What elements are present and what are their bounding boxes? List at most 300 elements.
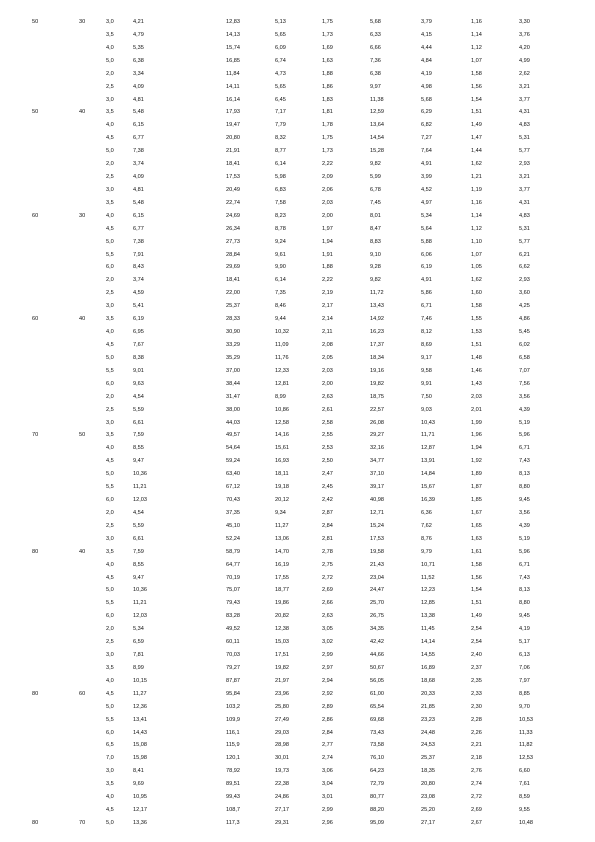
table-cell: 2,77: [322, 742, 333, 749]
table-cell: 2,03: [322, 199, 333, 206]
table-cell: 120,1: [226, 755, 240, 762]
table-cell: 4,83: [519, 122, 530, 129]
table-cell: 11,21: [133, 600, 147, 607]
table-cell: 2,05: [322, 354, 333, 361]
table-cell: 28,84: [226, 251, 240, 258]
table-cell: 23,96: [275, 690, 289, 697]
table-cell: 4,5: [106, 135, 114, 142]
table-cell: 9,61: [275, 251, 286, 258]
table-cell: 38,44: [226, 380, 240, 387]
table-cell: 10,36: [133, 587, 147, 594]
table-cell: 1,56: [471, 574, 482, 581]
table-cell: 25,70: [370, 600, 384, 607]
table-cell: 1,51: [471, 600, 482, 607]
table-row: [0, 83, 595, 92]
table-cell: 6,15: [133, 122, 144, 129]
table-row: [0, 690, 595, 699]
table-cell: 2,22: [322, 277, 333, 284]
table-cell: 23,08: [421, 794, 435, 801]
table-cell: 4,54: [133, 509, 144, 516]
table-cell: 3,21: [519, 83, 530, 90]
table-cell: 6,38: [133, 57, 144, 64]
table-cell: 6,36: [421, 509, 432, 516]
table-cell: 2,5: [106, 406, 114, 413]
table-cell: 37,00: [226, 367, 240, 374]
table-cell: 26,75: [370, 613, 384, 620]
table-cell: 30: [79, 212, 86, 219]
table-cell: 6,0: [106, 380, 114, 387]
table-cell: 8,43: [133, 264, 144, 271]
table-cell: 2,92: [322, 690, 333, 697]
table-cell: 10,53: [519, 716, 533, 723]
table-row: [0, 483, 595, 492]
table-cell: 8,13: [519, 587, 530, 594]
table-cell: 1,65: [471, 522, 482, 529]
table-cell: 2,47: [322, 471, 333, 478]
table-cell: 10,32: [275, 329, 289, 336]
table-cell: 27,73: [226, 238, 240, 245]
table-cell: 13,43: [370, 303, 384, 310]
table-row: [0, 677, 595, 686]
table-cell: 2,69: [471, 807, 482, 814]
table-cell: 6,0: [106, 613, 114, 620]
table-cell: 2,53: [322, 445, 333, 452]
table-cell: 4,19: [519, 626, 530, 633]
table-row: [0, 160, 595, 169]
table-cell: 22,74: [226, 199, 240, 206]
table-cell: 16,85: [226, 57, 240, 64]
table-cell: 20,82: [275, 613, 289, 620]
table-cell: 5,5: [106, 716, 114, 723]
table-cell: 29,31: [275, 820, 289, 826]
table-row: [0, 121, 595, 130]
table-cell: 1,87: [471, 484, 482, 491]
table-cell: 25,20: [421, 807, 435, 814]
table-cell: 70,19: [226, 574, 240, 581]
table-cell: 4,21: [133, 19, 144, 25]
table-cell: 2,54: [471, 626, 482, 633]
table-cell: 6,02: [519, 341, 530, 348]
table-cell: 40: [79, 109, 86, 116]
table-cell: 7,64: [421, 148, 432, 155]
table-cell: 11,71: [421, 432, 435, 439]
table-cell: 21,43: [370, 561, 384, 568]
table-cell: 4,5: [106, 690, 114, 697]
table-cell: 1,94: [471, 445, 482, 452]
table-row: [0, 302, 595, 311]
table-cell: 18,41: [226, 277, 240, 284]
table-cell: 1,47: [471, 135, 482, 142]
table-cell: 1,16: [471, 19, 482, 25]
table-cell: 2,72: [471, 794, 482, 801]
table-cell: 7,56: [519, 380, 530, 387]
table-cell: 6,61: [133, 419, 144, 426]
table-cell: 103,2: [226, 703, 240, 710]
table-cell: 70,03: [226, 652, 240, 659]
table-row: [0, 419, 595, 428]
table-cell: 9,70: [519, 703, 530, 710]
table-cell: 2,21: [471, 742, 482, 749]
table-cell: 24,48: [421, 729, 435, 736]
table-cell: 4,83: [519, 212, 530, 219]
table-cell: 11,72: [370, 290, 384, 297]
table-row: [0, 289, 595, 298]
table-cell: 18,68: [421, 677, 435, 684]
table-cell: 3,0: [106, 419, 114, 426]
table-cell: 3,5: [106, 199, 114, 206]
table-cell: 1,05: [471, 264, 482, 271]
table-cell: 1,83: [322, 96, 333, 103]
table-row: [0, 586, 595, 595]
table-cell: 34,35: [370, 626, 384, 633]
table-cell: 7,06: [519, 664, 530, 671]
table-cell: 2,84: [322, 522, 333, 529]
table-cell: 34,77: [370, 458, 384, 465]
table-cell: 3,5: [106, 31, 114, 38]
table-cell: 7,0: [106, 755, 114, 762]
table-cell: 8,32: [275, 135, 286, 142]
table-cell: 1,58: [471, 70, 482, 77]
table-cell: 3,99: [421, 174, 432, 181]
table-cell: 5,59: [133, 406, 144, 413]
table-cell: 4,0: [106, 212, 114, 219]
table-cell: 29,03: [275, 729, 289, 736]
table-cell: 2,00: [322, 380, 333, 387]
table-cell: 64,77: [226, 561, 240, 568]
table-cell: 8,99: [133, 664, 144, 671]
table-cell: 3,0: [106, 19, 114, 25]
table-cell: 2,11: [322, 329, 333, 336]
table-cell: 1,48: [471, 354, 482, 361]
table-cell: 6,77: [133, 225, 144, 232]
table-cell: 5,5: [106, 484, 114, 491]
table-cell: 37,10: [370, 471, 384, 478]
table-cell: 12,81: [275, 380, 289, 387]
table-cell: 70: [32, 432, 39, 439]
table-cell: 9,82: [370, 277, 381, 284]
table-row: [0, 251, 595, 260]
table-cell: 15,74: [226, 44, 240, 51]
table-cell: 21,97: [275, 677, 289, 684]
table-cell: 5,17: [519, 639, 530, 646]
table-cell: 2,84: [322, 729, 333, 736]
table-cell: 4,25: [519, 303, 530, 310]
table-cell: 4,0: [106, 677, 114, 684]
table-cell: 3,0: [106, 186, 114, 193]
table-row: [0, 263, 595, 272]
table-cell: 2,03: [471, 393, 482, 400]
table-cell: 1,85: [471, 497, 482, 504]
table-cell: 1,51: [471, 109, 482, 116]
table-cell: 18,35: [421, 768, 435, 775]
table-row: [0, 341, 595, 350]
table-cell: 12,03: [133, 613, 147, 620]
table-cell: 6,61: [133, 535, 144, 542]
table-cell: 3,01: [322, 794, 333, 801]
table-cell: 31,47: [226, 393, 240, 400]
table-cell: 16,93: [275, 458, 289, 465]
table-cell: 8,83: [370, 238, 381, 245]
table-cell: 5,48: [133, 199, 144, 206]
table-cell: 3,06: [322, 768, 333, 775]
table-cell: 12,58: [275, 419, 289, 426]
table-cell: 4,15: [421, 31, 432, 38]
table-cell: 4,86: [519, 316, 530, 323]
table-cell: 9,55: [519, 807, 530, 814]
table-cell: 8,78: [275, 225, 286, 232]
table-cell: 8,01: [370, 212, 381, 219]
table-cell: 2,26: [471, 729, 482, 736]
table-cell: 2,96: [322, 820, 333, 826]
table-cell: 13,64: [370, 122, 384, 129]
table-cell: 1,86: [322, 83, 333, 90]
table-cell: 61,00: [370, 690, 384, 697]
table-row: [0, 276, 595, 285]
table-cell: 8,47: [370, 225, 381, 232]
table-cell: 9,01: [133, 367, 144, 374]
table-cell: 3,5: [106, 109, 114, 116]
table-cell: 25,37: [421, 755, 435, 762]
table-cell: 7,35: [275, 290, 286, 297]
table-cell: 6,71: [519, 561, 530, 568]
table-cell: 26,34: [226, 225, 240, 232]
table-cell: 2,40: [471, 652, 482, 659]
table-cell: 7,36: [370, 57, 381, 64]
table-cell: 6,60: [519, 768, 530, 775]
table-cell: 1,63: [322, 57, 333, 64]
table-cell: 5,34: [133, 626, 144, 633]
table-row: [0, 44, 595, 53]
table-cell: 17,93: [226, 109, 240, 116]
table-cell: 1,12: [471, 225, 482, 232]
table-cell: 22,57: [370, 406, 384, 413]
table-cell: 6,62: [519, 264, 530, 271]
table-cell: 6,14: [275, 161, 286, 168]
table-cell: 108,7: [226, 807, 240, 814]
table-cell: 1,14: [471, 212, 482, 219]
table-row: [0, 754, 595, 763]
table-cell: 12,59: [370, 109, 384, 116]
table-row: [0, 819, 595, 828]
table-cell: 6,33: [370, 31, 381, 38]
table-cell: 89,51: [226, 781, 240, 788]
table-cell: 16,14: [226, 96, 240, 103]
table-cell: 6,09: [275, 44, 286, 51]
table-cell: 11,27: [275, 522, 289, 529]
table-cell: 6,58: [519, 354, 530, 361]
table-cell: 4,0: [106, 445, 114, 452]
table-cell: 4,39: [519, 406, 530, 413]
table-cell: 3,34: [133, 70, 144, 77]
table-cell: 26,08: [370, 419, 384, 426]
table-cell: 1,07: [471, 251, 482, 258]
table-cell: 17,37: [370, 341, 384, 348]
table-cell: 1,21: [471, 174, 482, 181]
table-row: [0, 354, 595, 363]
table-cell: 11,52: [421, 574, 435, 581]
table-cell: 9,63: [133, 380, 144, 387]
table-cell: 1,96: [471, 432, 482, 439]
table-cell: 2,69: [322, 587, 333, 594]
table-cell: 15,08: [133, 742, 147, 749]
table-cell: 14,55: [421, 652, 435, 659]
table-cell: 3,0: [106, 303, 114, 310]
table-cell: 4,0: [106, 794, 114, 801]
table-cell: 78,92: [226, 768, 240, 775]
table-cell: 5,88: [421, 238, 432, 245]
table-cell: 8,13: [519, 471, 530, 478]
table-cell: 6,19: [421, 264, 432, 271]
table-cell: 37,35: [226, 509, 240, 516]
table-cell: 2,61: [322, 406, 333, 413]
table-cell: 6,77: [133, 135, 144, 142]
table-cell: 6,21: [519, 251, 530, 258]
table-cell: 16,23: [370, 329, 384, 336]
table-row: [0, 328, 595, 337]
table-cell: 23,23: [421, 716, 435, 723]
table-cell: 44,66: [370, 652, 384, 659]
table-cell: 2,14: [322, 316, 333, 323]
table-cell: 69,68: [370, 716, 384, 723]
table-row: [0, 315, 595, 324]
table-cell: 64,23: [370, 768, 384, 775]
table-cell: 2,81: [322, 535, 333, 542]
table-cell: 8,59: [519, 794, 530, 801]
table-cell: 1,58: [471, 303, 482, 310]
table-cell: 5,64: [421, 225, 432, 232]
table-cell: 2,30: [471, 703, 482, 710]
table-row: [0, 393, 595, 402]
table-cell: 8,77: [275, 148, 286, 155]
table-cell: 6,0: [106, 497, 114, 504]
table-cell: 23,04: [370, 574, 384, 581]
table-cell: 1,94: [322, 238, 333, 245]
table-cell: 3,0: [106, 768, 114, 775]
table-cell: 4,73: [275, 70, 286, 77]
table-cell: 6,0: [106, 264, 114, 271]
table-row: [0, 457, 595, 466]
table-cell: 5,0: [106, 703, 114, 710]
table-cell: 4,0: [106, 561, 114, 568]
table-cell: 4,39: [519, 522, 530, 529]
table-cell: 39,17: [370, 484, 384, 491]
table-cell: 2,0: [106, 70, 114, 77]
table-cell: 2,03: [322, 367, 333, 374]
table-cell: 8,80: [519, 600, 530, 607]
table-cell: 3,0: [106, 96, 114, 103]
table-row: [0, 612, 595, 621]
table-cell: 2,37: [471, 664, 482, 671]
table-cell: 1,46: [471, 367, 482, 374]
table-cell: 49,57: [226, 432, 240, 439]
section-properties-table: [0, 18, 595, 828]
table-cell: 1,91: [322, 251, 333, 258]
table-cell: 12,85: [421, 600, 435, 607]
table-row: [0, 561, 595, 570]
table-cell: 4,0: [106, 329, 114, 336]
table-row: [0, 522, 595, 531]
table-cell: 12,33: [275, 367, 289, 374]
table-cell: 1,97: [322, 225, 333, 232]
table-cell: 3,79: [421, 19, 432, 25]
table-cell: 1,60: [471, 290, 482, 297]
table-cell: 3,5: [106, 781, 114, 788]
table-cell: 7,27: [421, 135, 432, 142]
table-cell: 2,58: [322, 419, 333, 426]
table-cell: 79,43: [226, 600, 240, 607]
table-cell: 10,86: [275, 406, 289, 413]
table-cell: 2,66: [322, 600, 333, 607]
table-cell: 7,45: [370, 199, 381, 206]
table-cell: 6,71: [421, 303, 432, 310]
table-cell: 17,53: [226, 174, 240, 181]
table-cell: 21,91: [226, 148, 240, 155]
table-cell: 8,99: [275, 393, 286, 400]
table-cell: 1,88: [322, 264, 333, 271]
table-cell: 1,63: [471, 535, 482, 542]
table-cell: 3,5: [106, 316, 114, 323]
table-cell: 10,43: [421, 419, 435, 426]
table-cell: 3,76: [519, 31, 530, 38]
table-cell: 67,12: [226, 484, 240, 491]
table-cell: 2,75: [322, 561, 333, 568]
table-cell: 12,36: [133, 703, 147, 710]
table-cell: 1,10: [471, 238, 482, 245]
table-cell: 5,77: [519, 238, 530, 245]
table-cell: 10,71: [421, 561, 435, 568]
table-cell: 4,97: [421, 199, 432, 206]
table-cell: 80: [32, 690, 39, 697]
table-cell: 2,00: [322, 212, 333, 219]
table-cell: 12,53: [519, 755, 533, 762]
table-cell: 11,84: [226, 70, 240, 77]
table-row: [0, 199, 595, 208]
table-cell: 65,54: [370, 703, 384, 710]
table-cell: 10,15: [133, 677, 147, 684]
table-cell: 5,45: [519, 329, 530, 336]
table-cell: 9,10: [370, 251, 381, 258]
table-cell: 24,47: [370, 587, 384, 594]
table-cell: 4,09: [133, 174, 144, 181]
table-cell: 1,19: [471, 186, 482, 193]
table-cell: 8,69: [421, 341, 432, 348]
table-cell: 19,82: [275, 664, 289, 671]
table-cell: 7,59: [133, 432, 144, 439]
table-cell: 12,23: [421, 587, 435, 594]
table-cell: 4,31: [519, 109, 530, 116]
table-cell: 1,56: [471, 83, 482, 90]
table-row: [0, 380, 595, 389]
table-cell: 3,60: [519, 290, 530, 297]
table-row: [0, 108, 595, 117]
table-cell: 50,67: [370, 664, 384, 671]
table-cell: 20,33: [421, 690, 435, 697]
table-cell: 17,53: [370, 535, 384, 542]
table-cell: 3,56: [519, 509, 530, 516]
table-cell: 18,77: [275, 587, 289, 594]
table-cell: 8,55: [133, 561, 144, 568]
table-cell: 1,81: [322, 109, 333, 116]
table-cell: 3,5: [106, 432, 114, 439]
table-cell: 76,10: [370, 755, 384, 762]
table-cell: 4,81: [133, 186, 144, 193]
table-cell: 3,02: [322, 639, 333, 646]
table-cell: 9,47: [133, 458, 144, 465]
table-cell: 15,61: [275, 445, 289, 452]
table-cell: 4,20: [519, 44, 530, 51]
table-cell: 6,15: [133, 212, 144, 219]
table-cell: 11,27: [133, 690, 147, 697]
